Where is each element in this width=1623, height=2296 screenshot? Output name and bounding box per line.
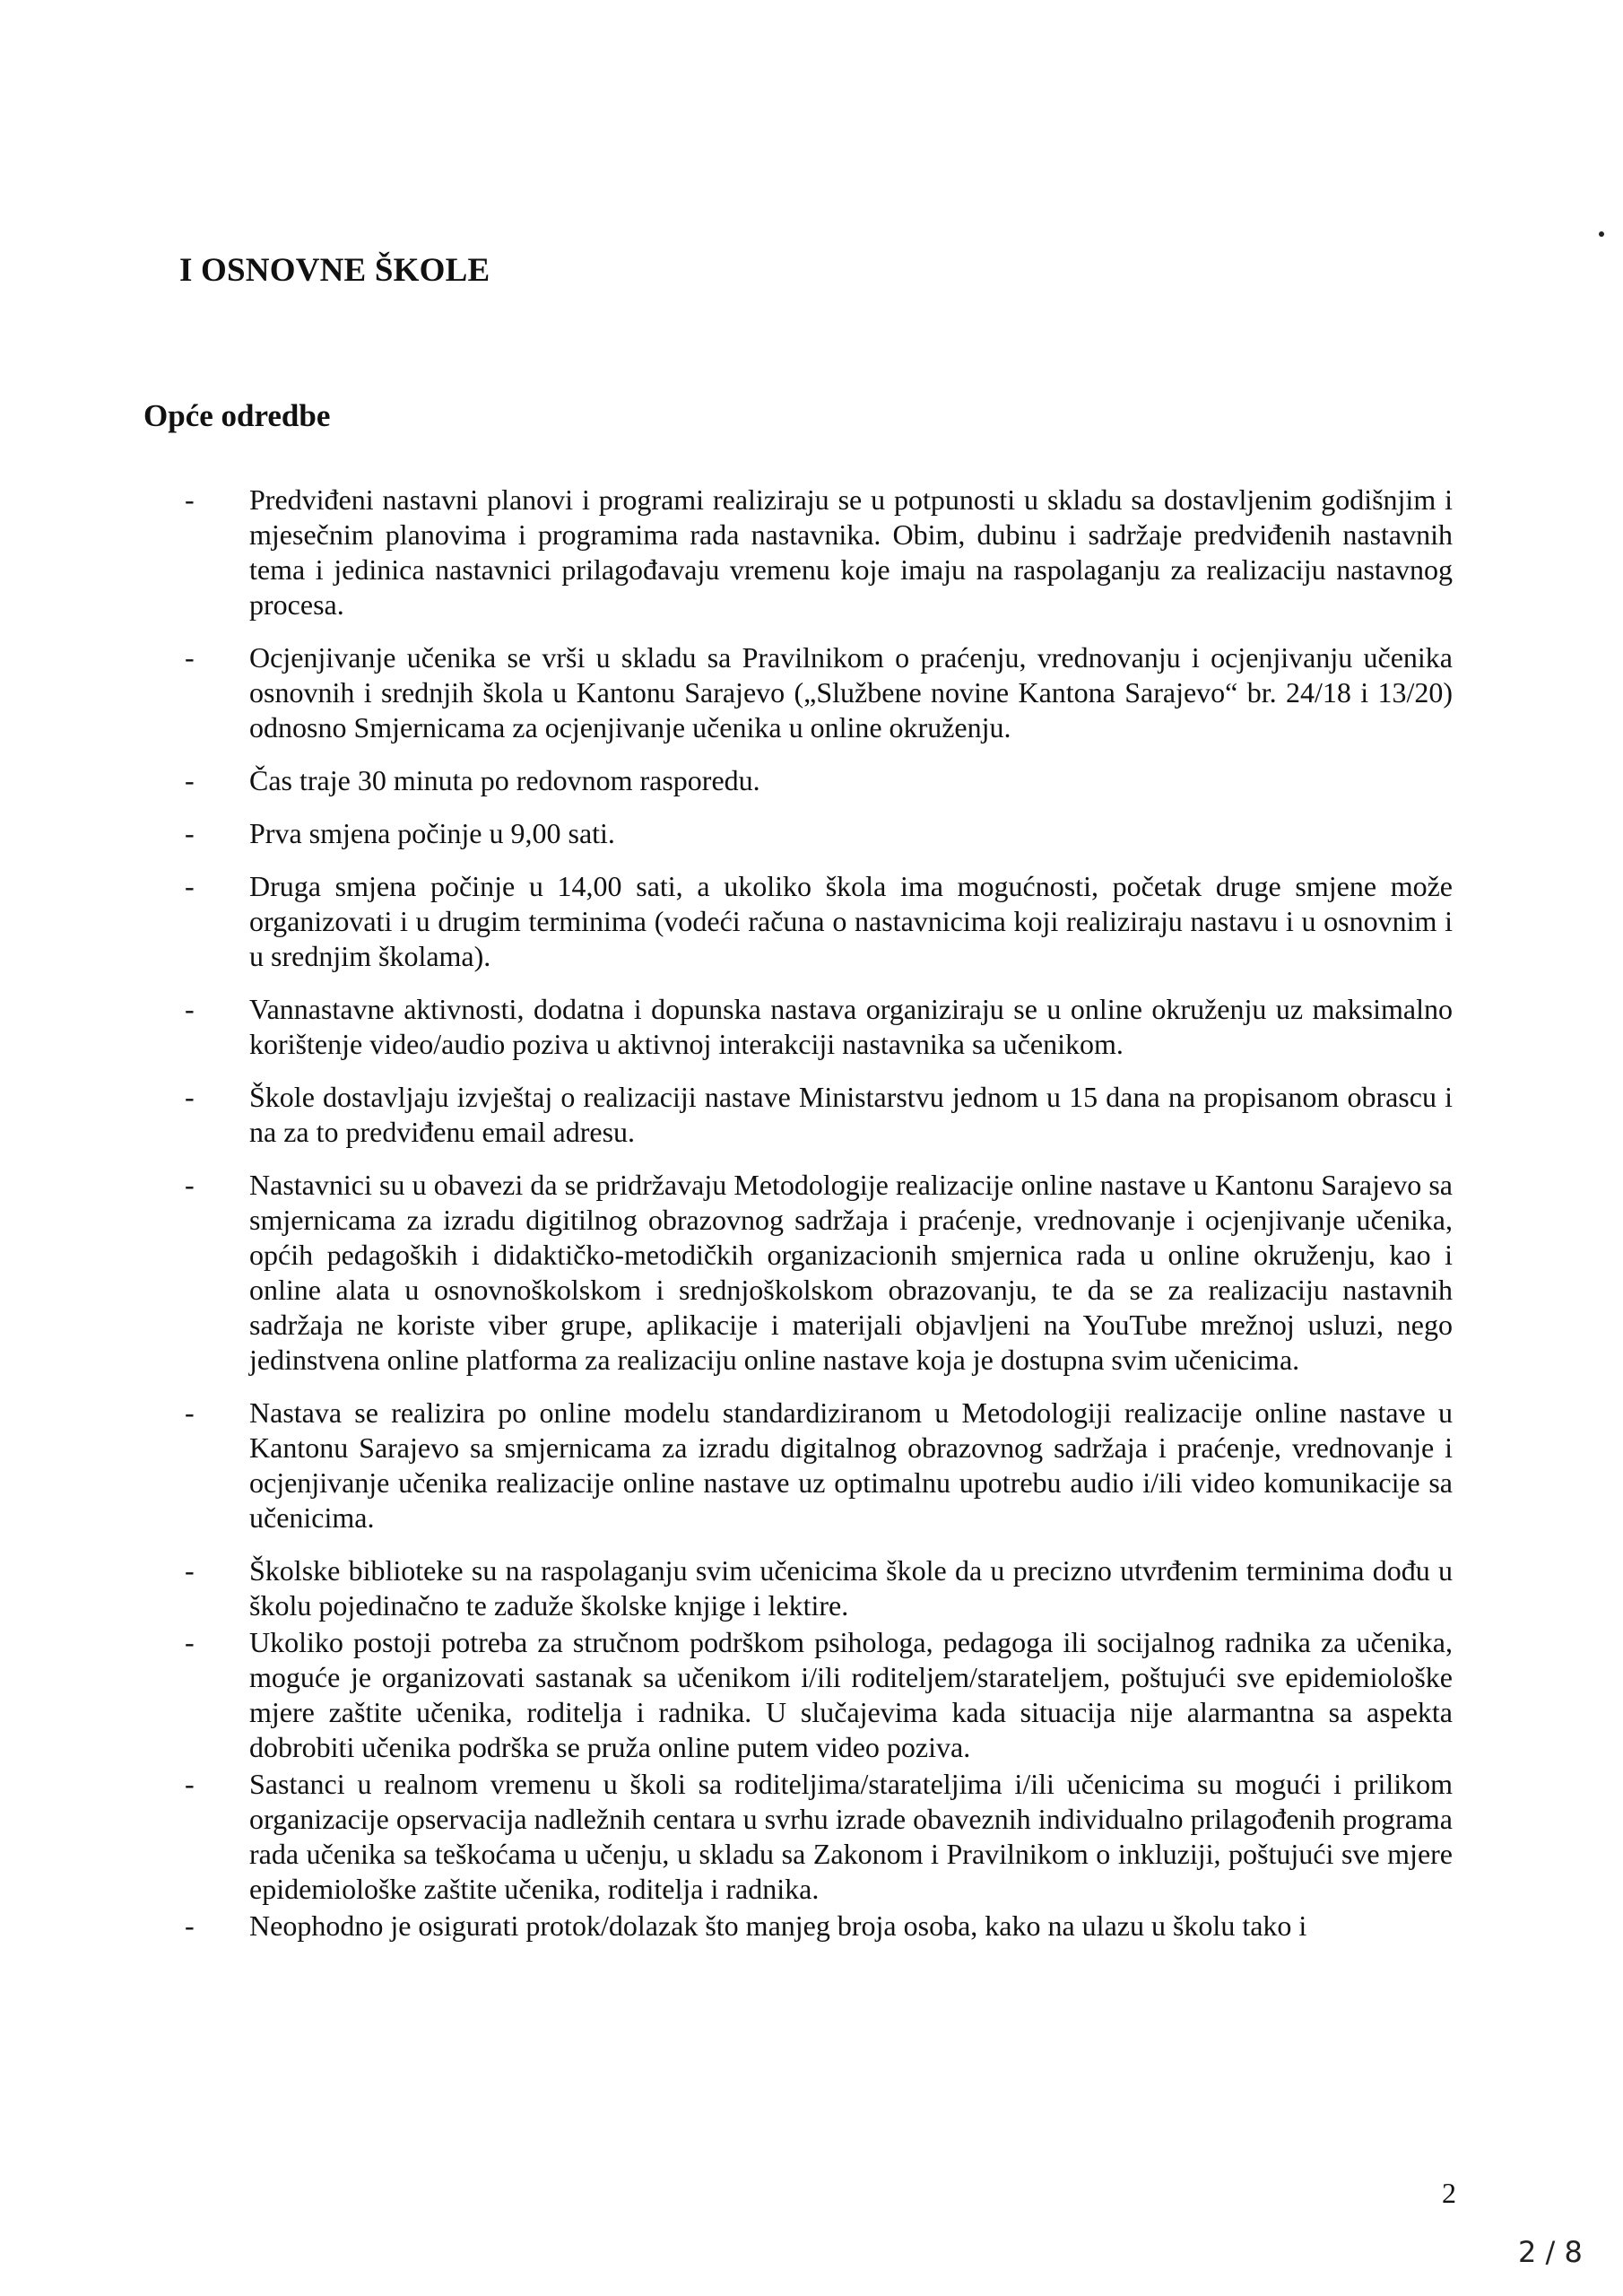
section-heading: I OSNOVNE ŠKOLE — [179, 252, 490, 289]
list-item — [179, 869, 1453, 974]
list-item-text: Predviđeni nastavni planovi i programi realiziraju se u potpunosti u skladu sa dostavljenim godišnjim i mjesečnim planovima i programima rada nastavnika. Obim, dubinu i sadržaje predviđenih nastavnih tema i jedinica nastavnici prilagođavaju vremenu koje imaju na raspolaganju za realizaciju nastavnog procesa. — [249, 483, 1453, 621]
list-item — [179, 1168, 1453, 1378]
bullet-dash: - — [185, 483, 195, 516]
bullet-dash: - — [185, 1626, 195, 1658]
list-item — [179, 816, 1453, 851]
subsection-heading: Opće odredbe — [143, 398, 331, 433]
list-item — [179, 1909, 1453, 1944]
bullet-dash: - — [185, 817, 195, 849]
list-item-text: Ocjenjivanje učenika se vrši u skladu sa Pravilnikom o praćenju, vrednovanju i ocjenjivanju učenika osnovnih i srednjih škola u Kantonu Sarajevo („Službene novine Kantona Sarajevo“ br. 24/18 i 13/20) odnosno Smjernicama za ocjenjivanje učenika u online okruženju. — [249, 641, 1453, 744]
list-item — [179, 640, 1453, 745]
list-item-text: Školske biblioteke su na raspolaganju svim učenicima škole da u precizno utvrđenim terminima dođu u školu pojedinačno te zaduže školske knjige i lektire. — [249, 1554, 1453, 1622]
bullet-dash: - — [185, 870, 195, 902]
bullet-dash: - — [185, 1554, 195, 1587]
list-item-text: Prva smjena počinje u 9,00 sati. — [249, 817, 615, 849]
list-item-text: Vannastavne aktivnosti, dodatna i dopunska nastava organiziraju se u online okruženju uz maksimalno korištenje video/audio poziva u aktivnoj interakciji nastavnika sa učenikom. — [249, 993, 1453, 1060]
list-item — [179, 1625, 1453, 1765]
scan-dot — [1599, 231, 1604, 237]
list-item — [179, 763, 1453, 798]
list-item — [179, 992, 1453, 1062]
bullet-dash: - — [185, 1081, 195, 1113]
bullet-dash: - — [185, 1396, 195, 1429]
list-item — [179, 1396, 1453, 1535]
list-item-text: Ukoliko postoji potreba za stručnom podrškom psihologa, pedagoga ili socijalnog radnika za učenika, moguće je organizovati sastanak sa učenikom i/ili roditeljem/starateljem, poštujući sve epidemiološke mjere zaštite učenika, roditelja i radnika. U slučajevima kada situacija nije alarmantna sa aspekta dobrobiti učenika podrška se pruža online putem video poziva. — [249, 1626, 1453, 1763]
bullet-dash: - — [185, 764, 195, 796]
page-number: 2 — [1442, 2177, 1456, 2209]
provisions-list — [179, 483, 1453, 1945]
list-item — [179, 1553, 1453, 1623]
list-item — [179, 1080, 1453, 1150]
page-counter: 2 / 8 — [1518, 2235, 1583, 2269]
list-item-text: Sastanci u realnom vremenu u školi sa roditeljima/starateljima i/ili učenicima su mogući i prilikom organizacije opservacija nadležnih centara u svrhu izrade obaveznih individualno prilagođenih programa rada učenika sa teškoćama u učenju, u skladu sa Zakonom i Pravilnikom o inkluziji, poštujući sve mjere epidemiološke zaštite učenika, roditelja i radnika. — [249, 1768, 1453, 1905]
list-item — [179, 1767, 1453, 1907]
list-item-text: Nastava se realizira po online modelu standardiziranom u Metodologiji realizacije online nastave u Kantonu Sarajevo sa smjernicama za izradu digitalnog obrazovnog sadržaja i praćenje, vrednovanje i ocjenjivanje učenika realizacije online nastave uz optimalnu upotrebu audio i/ili video komunikacije sa učenicima. — [249, 1396, 1453, 1534]
list-item-text: Druga smjena počinje u 14,00 sati, a ukoliko škola ima mogućnosti, početak druge smjene može organizovati i u drugim terminima (vodeći računa o nastavnicima koji realiziraju nastavu i u osnovnim i u srednjim školama). — [249, 870, 1453, 972]
bullet-dash: - — [185, 993, 195, 1025]
list-item-text: Nastavnici su u obavezi da se pridržavaju Metodologije realizacije online nastave u Kantonu Sarajevo sa smjernicama za izradu digitilnog obrazovnog sadržaja i praćenje, vrednovanje i ocjenjivanje učenika, općih pedagoških i didaktičko-metodičkih organizacionih smjernica rada u online okruženju, kao i online alata u osnovnoškolskom i srednjoškolskom obrazovanju, te da se za realizaciju nastavnih sadržaja ne koriste viber grupe, aplikacije i materijali objavljeni na YouTube mrežnoj usluzi, nego jedinstvena online platforma za realizaciju online nastave koja je dostupna svim učenicima. — [249, 1169, 1453, 1376]
list-item-text: Čas traje 30 minuta po redovnom rasporedu. — [249, 764, 760, 796]
list-item-text: Neophodno je osigurati protok/dolazak što manjeg broja osoba, kako na ulazu u školu tako i — [249, 1909, 1307, 1942]
bullet-dash: - — [185, 1169, 195, 1201]
list-item-text: Škole dostavljaju izvještaj o realizaciji nastave Ministarstvu jednom u 15 dana na propisanom obrascu i na za to predviđenu email adresu. — [249, 1081, 1453, 1148]
bullet-dash: - — [185, 1768, 195, 1800]
bullet-dash: - — [185, 1909, 195, 1942]
list-item — [179, 483, 1453, 622]
bullet-dash: - — [185, 641, 195, 674]
